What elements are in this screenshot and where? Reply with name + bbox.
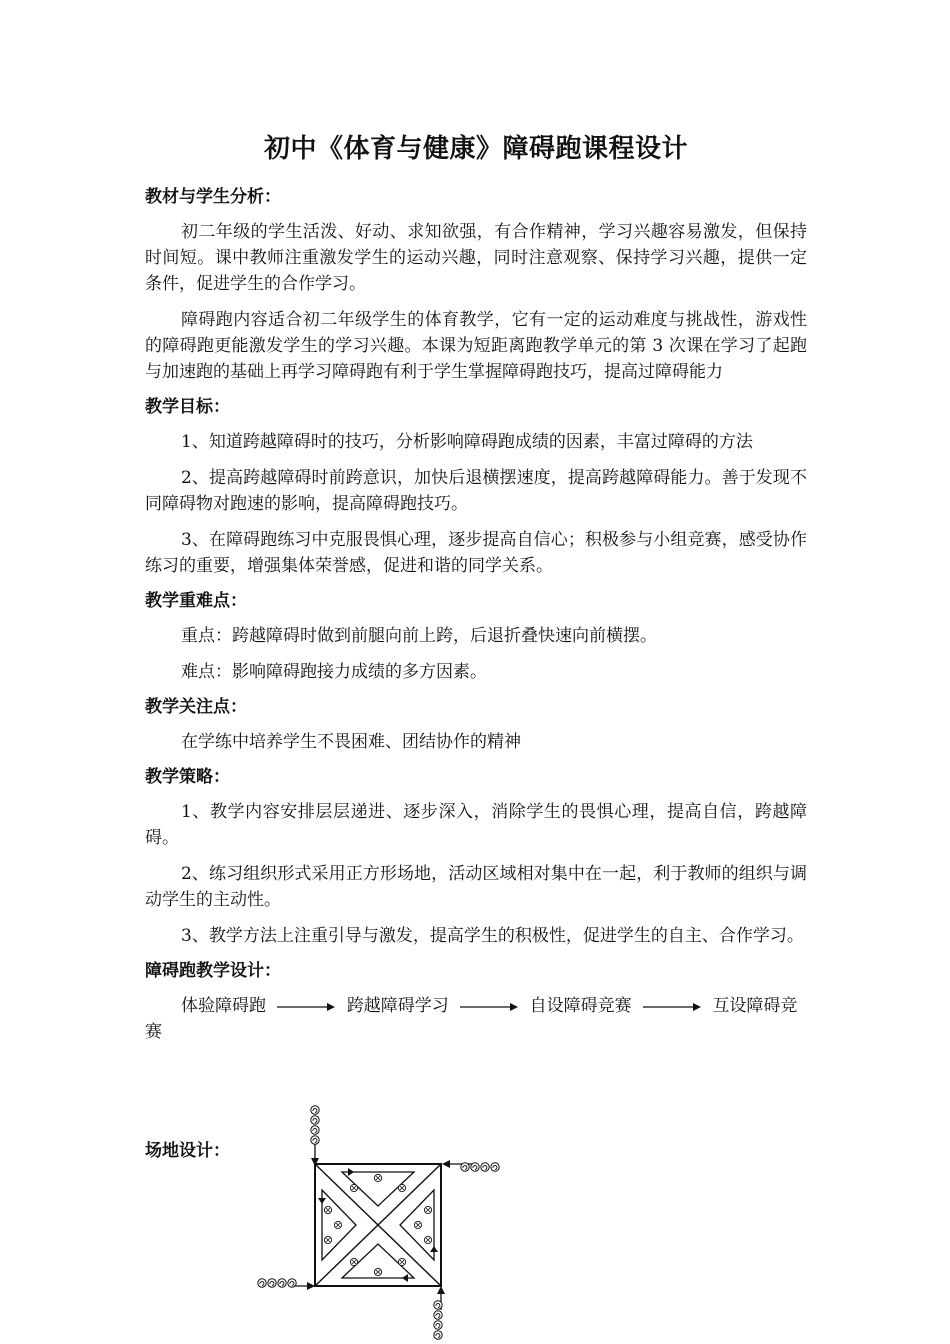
flow-step-2: 跨越障碍学习	[346, 996, 449, 1016]
section-heading-strategy: 教学策略：	[145, 767, 230, 787]
design-flow	[145, 993, 807, 1045]
entry-arrow-icon	[437, 1286, 445, 1294]
page-title: 初中《体育与健康》障碍跑课程设计	[263, 134, 688, 164]
attention-text: 在学练中培养学生不畏困难、团结协作的精神	[181, 732, 521, 752]
direction-arrow-icon	[318, 1198, 326, 1204]
section-heading-keypoints: 教学重难点：	[145, 591, 247, 611]
keypoint-focus: 重点：跨越障碍时做到前腿向前上跨，后退折叠快速向前横摆。	[181, 626, 657, 646]
flow-arrow-icon	[275, 1001, 337, 1013]
section-heading-venue: 场地设计：	[145, 1141, 230, 1161]
entry-arrow-icon	[442, 1160, 450, 1168]
flow-arrow-icon	[641, 1001, 703, 1013]
goal-item-1: 1、知道跨越障碍时的技巧，分析影响障碍跑成绩的因素，丰富过障碍的方法	[181, 432, 753, 452]
analysis-paragraph-2: 障碍跑内容适合初二年级学生的体育教学，它有一定的运动难度与挑战性，游戏性的障碍跑更能激发学生的学习兴趣。本课为短距离跑教学单元的第 3 次课在学习了起跑与加速跑的基础上再学习障碍跑有利于学生掌握障碍跑技巧，提高过障碍能力	[145, 310, 807, 382]
venue-diagram	[250, 1100, 520, 1344]
direction-arrow-icon	[430, 1246, 438, 1252]
flow-arrow-icon	[458, 1001, 520, 1013]
student-group-left	[258, 1279, 296, 1287]
entry-arrow-icon	[307, 1282, 315, 1290]
student-group-bottom	[434, 1301, 442, 1339]
direction-arrow-icon	[348, 1168, 354, 1176]
student-group-right	[461, 1163, 499, 1171]
goal-item-2: 2、提高跨越障碍时前跨意识，加快后退横摆速度，提高跨越障碍能力。善于发现不同障碍物对跑速的影响，提高障碍跑技巧。	[145, 468, 807, 514]
strategy-item-1: 1、教学内容安排层层递进、逐步深入，消除学生的畏惧心理，提高自信，跨越障碍。	[145, 802, 807, 848]
section-heading-analysis: 教材与学生分析：	[145, 187, 281, 207]
section-heading-design: 障碍跑教学设计：	[145, 961, 281, 981]
flow-step-1: 体验障碍跑	[181, 996, 266, 1016]
section-heading-goals: 教学目标：	[145, 397, 230, 417]
section-heading-attention: 教学关注点：	[145, 697, 247, 717]
direction-arrow-icon	[402, 1274, 408, 1282]
keypoint-difficulty: 难点：影响障碍跑接力成绩的多方因素。	[181, 662, 487, 682]
strategy-item-3: 3、教学方法上注重引导与激发，提高学生的积极性，促进学生的自主、合作学习。	[181, 926, 804, 946]
goal-item-3: 3、在障碍跑练习中克服畏惧心理，逐步提高自信心；积极参与小组竞赛，感受协作练习的重要，增强集体荣誉感，促进和谐的同学关系。	[145, 530, 807, 576]
analysis-paragraph-1: 初二年级的学生活泼、好动、求知欲强，有合作精神，学习兴趣容易激发，但保持时间短。课中教师注重激发学生的运动兴趣，同时注意观察、保持学习兴趣，提供一定条件，促进学生的合作学习。	[145, 222, 807, 294]
student-group-top	[311, 1106, 319, 1144]
flow-step-4: 互设障碍竞赛	[145, 996, 798, 1042]
document-page	[145, 128, 807, 1053]
strategy-item-2: 2、练习组织形式采用正方形场地，活动区域相对集中在一起，利于教师的组织与调动学生的主动性。	[145, 864, 807, 910]
flow-step-3: 自设障碍竞赛	[529, 996, 632, 1016]
